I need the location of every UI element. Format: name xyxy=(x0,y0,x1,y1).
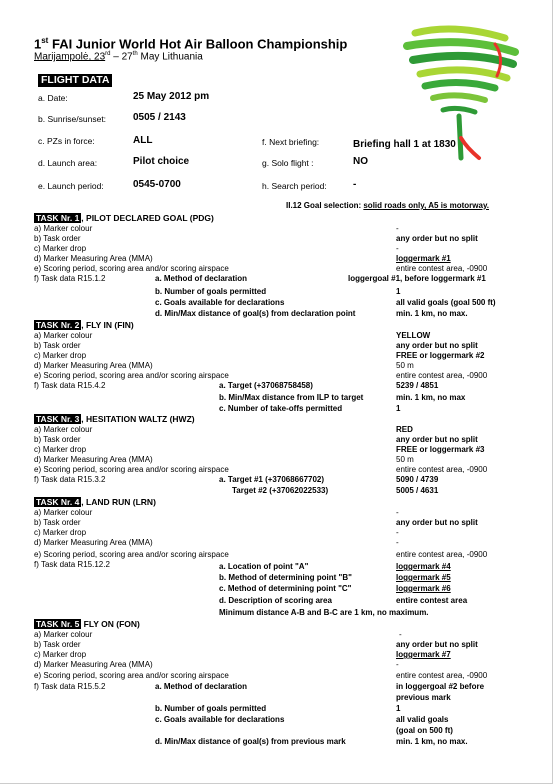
task4-scoring-value: entire contest area, -0900 xyxy=(396,550,488,559)
date-value: 25 May 2012 pm xyxy=(133,91,210,102)
task1-task-order-value: any order but no split xyxy=(396,234,478,243)
task1-method-label: a. Method of declaration xyxy=(155,274,248,283)
task1-task-data-label: f) Task data R15.1.2 xyxy=(34,274,106,283)
page-subtitle: Marijampolė, 23rd – 27th May Lithuania xyxy=(34,51,203,63)
task5-goals-permitted-label: b. Number of goals permitted xyxy=(155,704,267,713)
task1-mma-label: d) Marker Measuring Area (MMA) xyxy=(34,254,153,263)
task2-marker-drop-label: c) Marker drop xyxy=(34,351,87,360)
task4-task-order-value: any order but no split xyxy=(396,518,478,527)
goal-selection-note: II.12 Goal selection: solid roads only, A5 is motorway. xyxy=(286,201,490,210)
task1-marker-colour-label: a) Marker colour xyxy=(34,224,93,233)
task1-scoring-label: e) Scoring period, scoring area and/or scoring airspace xyxy=(34,264,229,273)
task3-scoring-label: e) Scoring period, scoring area and/or scoring airspace xyxy=(34,465,229,474)
task1-distance-value: min. 1 km, no max. xyxy=(396,309,468,318)
task4-scoring-area-label: d. Description of scoring area xyxy=(219,596,332,605)
task2-takeoffs-label: c. Number of take-offs permitted xyxy=(219,404,343,413)
task3-task-order-value: any order but no split xyxy=(396,435,478,444)
task5-scoring-value: entire contest area, -0900 xyxy=(396,671,488,680)
task2-task-data-label: f) Task data R15.4.2 xyxy=(34,381,106,390)
task4-mma-value: - xyxy=(396,538,399,547)
task2-marker-colour-value: YELLOW xyxy=(396,331,431,340)
search-label: h. Search period: xyxy=(262,181,327,191)
task4-scoring-label: e) Scoring period, scoring area and/or scoring airspace xyxy=(34,550,229,559)
task5-marker-drop-value: loggermark #7 xyxy=(396,650,451,659)
task4-scoring-area-value: entire contest area xyxy=(396,596,468,605)
task3-mma-value: 50 m xyxy=(396,455,414,464)
task2-takeoffs-value: 1 xyxy=(396,404,401,413)
task4-marker-drop-label: c) Marker drop xyxy=(34,528,87,537)
task1-scoring-value: entire contest area, -0900 xyxy=(396,264,488,273)
task2-marker-colour-label: a) Marker colour xyxy=(34,331,93,340)
date-label: a. Date: xyxy=(38,93,68,103)
task4-heading: TASK Nr. 4 , LAND RUN (LRN) xyxy=(36,497,156,507)
task5-task-data-label: f) Task data R15.5.2 xyxy=(34,682,106,691)
task1-distance-label: d. Min/Max distance of goal(s) from declaration point xyxy=(155,309,356,318)
page-title: 1st FAI Junior World Hot Air Balloon Championship xyxy=(34,36,348,52)
sunrise-value: 0505 / 2143 xyxy=(133,112,186,123)
task1-goals-available-label: c. Goals available for declarations xyxy=(155,298,285,307)
task1-heading: TASK Nr. 1 , PILOT DECLARED GOAL (PDG) xyxy=(36,213,214,223)
task4-point-c-label: c. Method of determining point "C" xyxy=(219,584,352,593)
task1-task-order-label: b) Task order xyxy=(34,234,81,243)
task2-task-order-label: b) Task order xyxy=(34,341,81,350)
task4-point-c-value: loggermark #6 xyxy=(396,584,451,593)
task5-goals-available-value: all valid goals xyxy=(396,715,449,724)
task4-marker-colour-label: a) Marker colour xyxy=(34,508,93,517)
task3-heading: TASK Nr. 3 , HESITATION WALTZ (HWZ) xyxy=(36,414,195,424)
task4-task-data-label: f) Task data R15.12.2 xyxy=(34,560,110,569)
flight-data-heading: FLIGHT DATA xyxy=(38,74,112,87)
task4-point-b-value: loggermark #5 xyxy=(396,573,451,582)
task1-goals-available-value: all valid goals (goal 500 ft) xyxy=(396,298,496,307)
sunrise-label: b. Sunrise/sunset: xyxy=(38,114,107,124)
task1-marker-drop-label: c) Marker drop xyxy=(34,244,87,253)
task5-distance-label: d. Min/Max distance of goal(s) from previous mark xyxy=(155,737,346,746)
task5-method-label: a. Method of declaration xyxy=(155,682,248,691)
launch-period-label: e. Launch period: xyxy=(38,181,104,191)
task4-task-order-label: b) Task order xyxy=(34,518,81,527)
task5-task-order-value: any order but no split xyxy=(396,640,478,649)
pz-value: ALL xyxy=(133,135,153,146)
launch-area-value: Pilot choice xyxy=(133,156,190,167)
task3-task-data-label: f) Task data R15.3.2 xyxy=(34,475,106,484)
task5-goals-available-label: c. Goals available for declarations xyxy=(155,715,285,724)
launch-area-label: d. Launch area: xyxy=(38,158,98,168)
task5-marker-drop-label: c) Marker drop xyxy=(34,650,87,659)
search-value: - xyxy=(353,179,357,190)
task2-mma-value: 50 m xyxy=(396,361,414,370)
task2-target-value: 5239 / 4851 xyxy=(396,381,439,390)
pz-label: c. PZs in force: xyxy=(38,136,95,146)
task2-scoring-value: entire contest area, -0900 xyxy=(396,371,488,380)
task5-mma-label: d) Marker Measuring Area (MMA) xyxy=(34,660,153,669)
task5-goals-available-value-cont: (goal on 500 ft) xyxy=(396,726,453,735)
task3-mma-label: d) Marker Measuring Area (MMA) xyxy=(34,455,153,464)
task5-marker-colour-label: a) Marker colour xyxy=(34,630,93,639)
task2-mma-label: d) Marker Measuring Area (MMA) xyxy=(34,361,153,370)
task2-scoring-label: e) Scoring period, scoring area and/or scoring airspace xyxy=(34,371,229,380)
task5-mma-value: - xyxy=(396,660,399,669)
task1-marker-colour-value: - xyxy=(396,224,399,233)
task5-distance-value: min. 1 km, no max. xyxy=(396,737,468,746)
task3-marker-colour-value: RED xyxy=(396,425,413,434)
task1-goals-permitted-value: 1 xyxy=(396,287,401,296)
briefing-value: Briefing hall 1 at 1830 xyxy=(353,139,456,150)
task1-mma-value: loggermark #1 xyxy=(396,254,451,263)
task4-point-a-label: a. Location of point "A" xyxy=(219,562,309,571)
task2-task-order-value: any order but no split xyxy=(396,341,478,350)
task5-marker-colour-value: - xyxy=(399,630,402,639)
task5-heading: TASK Nr. 5 FLY ON (FON) xyxy=(36,619,140,629)
briefing-label: f. Next briefing: xyxy=(262,137,320,147)
task3-target2-label: Target #2 (+37062022533) xyxy=(232,486,329,495)
task3-marker-drop-value: FREE or loggermark #3 xyxy=(396,445,485,454)
solo-label: g. Solo flight : xyxy=(262,158,314,168)
task3-scoring-value: entire contest area, -0900 xyxy=(396,465,488,474)
solo-value: NO xyxy=(353,156,368,167)
task3-task-order-label: b) Task order xyxy=(34,435,81,444)
task5-scoring-label: e) Scoring period, scoring area and/or scoring airspace xyxy=(34,671,229,680)
task1-method-value: loggergoal #1, before loggermark #1 xyxy=(348,274,486,283)
task4-point-a-value: loggermark #4 xyxy=(396,562,451,571)
task2-distance-value: min. 1 km, no max xyxy=(396,393,466,402)
task3-target1-label: a. Target #1 (+37068667702) xyxy=(219,475,325,484)
task2-marker-drop-value: FREE or loggermark #2 xyxy=(396,351,485,360)
task5-task-order-label: b) Task order xyxy=(34,640,81,649)
task1-marker-drop-value: - xyxy=(396,244,399,253)
task3-marker-colour-label: a) Marker colour xyxy=(34,425,93,434)
launch-period-value: 0545-0700 xyxy=(133,179,181,190)
task5-method-value-cont: previous mark xyxy=(396,693,451,702)
task2-target-label: a. Target (+37068758458) xyxy=(219,381,313,390)
task1-goals-permitted-label: b. Number of goals permitted xyxy=(155,287,267,296)
task4-marker-drop-value: - xyxy=(396,528,399,537)
task2-distance-label: b. Min/Max distance from ILP to target xyxy=(219,393,364,402)
task3-marker-drop-label: c) Marker drop xyxy=(34,445,87,454)
task4-mma-label: d) Marker Measuring Area (MMA) xyxy=(34,538,153,547)
task4-point-b-label: b. Method of determining point "B" xyxy=(219,573,352,582)
task5-method-value: in loggergoal #2 before xyxy=(396,682,485,691)
task2-heading: TASK Nr. 2 , FLY IN (FIN) xyxy=(36,320,134,330)
task4-distance-note: Minimum distance A-B and B-C are 1 km, no maximum. xyxy=(219,608,429,617)
task5-goals-permitted-value: 1 xyxy=(396,704,401,713)
task3-target1-value: 5090 / 4739 xyxy=(396,475,439,484)
task4-marker-colour-value: - xyxy=(396,508,399,517)
task3-target2-value: 5005 / 4631 xyxy=(396,486,439,495)
